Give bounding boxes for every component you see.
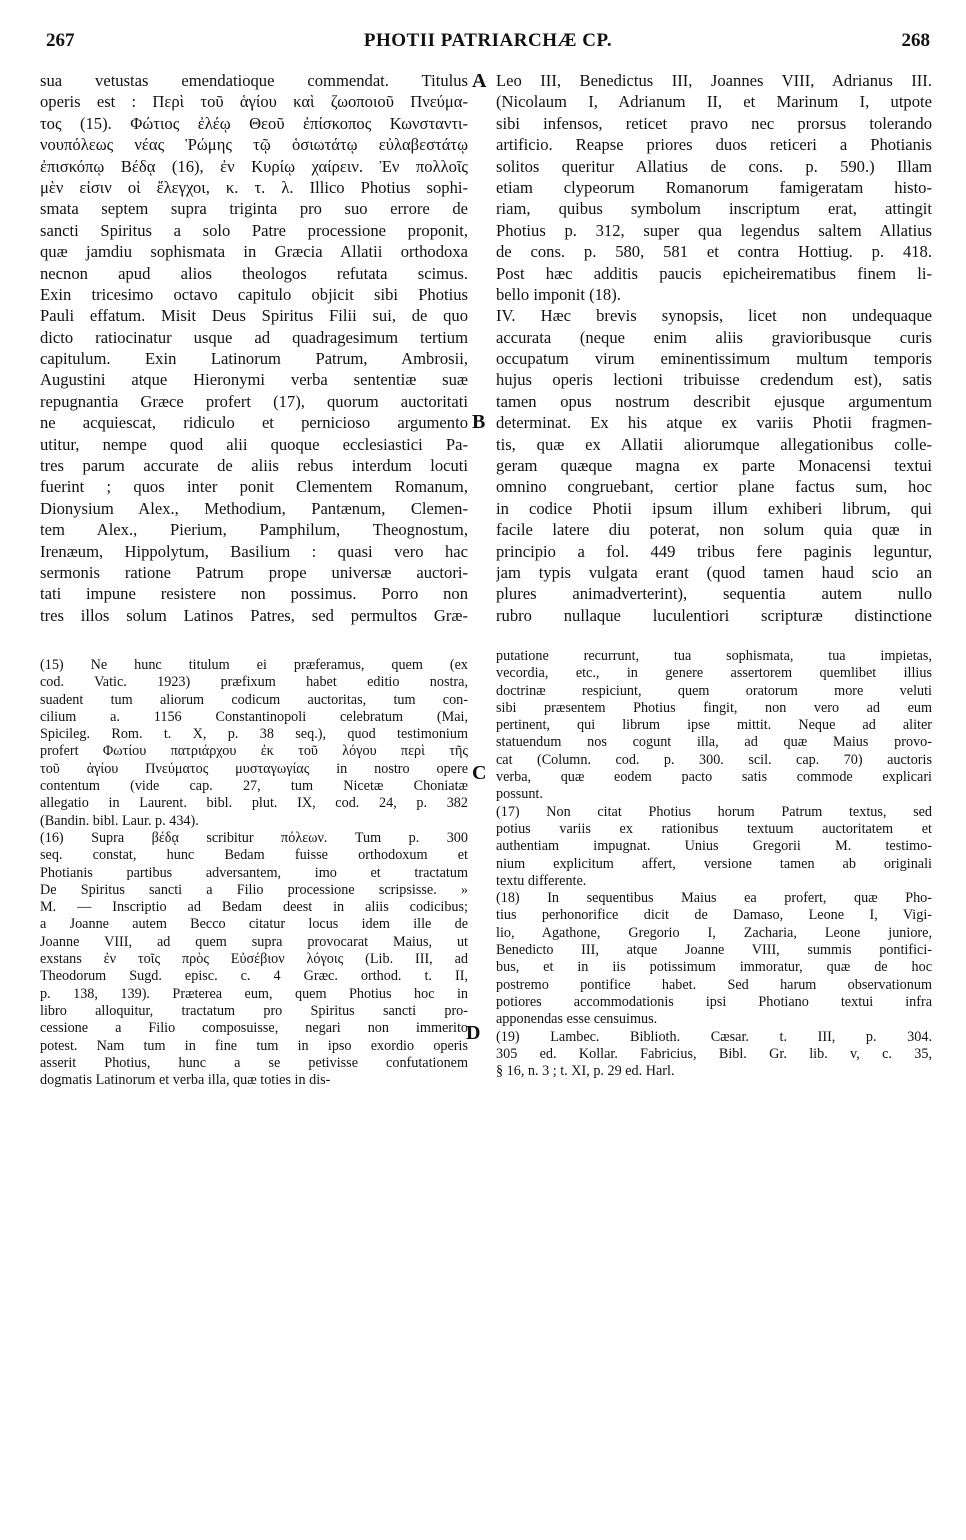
text-line: hujus operis lectioni tribuisse credendum est), satis xyxy=(496,370,932,390)
text-line: authentiam impugnat. Unius Gregorii M. testimo- xyxy=(496,838,932,855)
text-line: exstans ἐν τοῖς πρὸς Εὐσέβιον λόγοις (Lib. III, ad xyxy=(40,951,468,968)
text-line: determinat. Ex his atque ex variis Photii fragmen- xyxy=(496,413,932,433)
margin-letter-b: B xyxy=(472,411,486,433)
text-line: doctrinæ respiciunt, quem oratorum more veluti xyxy=(496,682,932,699)
text-line: νουπόλεως νέας Ῥώμης τῷ ὁσιωτάτῳ εὐλαβεστάτῳ xyxy=(40,135,468,155)
text-line: seq. constat, hunc Bedam fuisse orthodoxum et xyxy=(40,847,468,864)
text-line: IV. Hæc brevis synopsis, licet non undequaque xyxy=(496,306,932,326)
text-line: tres parum accurate de aliis rebus interdum locuti xyxy=(40,456,468,476)
text-line: bello imponit (18). xyxy=(496,284,621,304)
text-line: tati impune resistere non possimus. Porro non xyxy=(40,584,468,604)
text-line: Pauli effatum. Misit Deus Spiritus Filii sui, de quo xyxy=(40,306,468,326)
text-line: occupatum virum eminentissimum multum temporis xyxy=(496,349,932,369)
text-line: allegatio in Laurent. bibl. plut. IX, cod. 24, p. 382 xyxy=(40,795,468,812)
running-title: PHOTII PATRIARCHÆ CP. xyxy=(363,30,613,51)
text-line: libro alloquitur, tractatum pro Spiritus sancti pro- xyxy=(40,1002,468,1019)
text-line: necnon apud alios theologos refutata scimus. xyxy=(40,263,468,283)
left-column-footnotes xyxy=(40,657,468,1527)
text-line: omnino congruebant, certior plane factus sum, hoc xyxy=(496,477,932,497)
text-line: Dionysium Alex., Methodium, Pantænum, Clemen- xyxy=(40,498,468,518)
text-line: repugnantia Græce profert (17), quorum auctoritati xyxy=(40,391,468,411)
text-line: capitulum. Exin Latinorum Patrum, Ambrosii, xyxy=(40,349,468,369)
text-line: putatione recurrunt, tua sophismata, tua impietas, xyxy=(496,648,932,664)
text-line: bus, et in iis potissimum immoratur, quæ de hoc xyxy=(496,959,932,976)
text-line: cod. Vatic. 1923) præfixum habet editio nostra, xyxy=(40,674,468,691)
text-line: 305 ed. Kollar. Fabricius, Bibl. Gr. lib. v, c. 35, xyxy=(496,1045,932,1062)
left-column-text xyxy=(40,70,468,626)
page-number-right: 268 xyxy=(901,30,930,51)
text-line: M. — Inscriptio ad Bedam deest in aliis codicibus; xyxy=(40,899,468,916)
text-line: a Joanne autem Becco citatur locus idem ille de xyxy=(40,916,468,933)
text-line: tem Alex., Pierium, Pamphilum, Theognostum, xyxy=(40,520,468,540)
text-line: dicto ratiocinatur usque ad quadragesimum tertium xyxy=(40,327,468,347)
margin-letter-c: C xyxy=(472,762,487,784)
text-line: jam typis vulgata erant (quod tamen haud scio an xyxy=(496,562,932,582)
page-number-left: 267 xyxy=(46,30,75,51)
text-line: Photianis partibus adversantem, imo et tractatum xyxy=(40,864,468,881)
text-line: statuendum nos cogunt illa, ad quæ Maius provo- xyxy=(496,734,932,751)
text-line: operis est : Περὶ τοῦ ἁγίου καὶ ζωοποιοῦ Πνεύμα- xyxy=(40,92,468,112)
text-line: ἐπισκόπῳ Βέδᾳ (16), ἐν Κυρίῳ χαίρειν. Ἐν πολλοῖς xyxy=(40,156,468,176)
text-line: § 16, n. 3 ; t. XI, p. 29 ed. Harl. xyxy=(496,1063,675,1080)
text-line: solitos queritur Allatius de cons. p. 590.) Illam xyxy=(496,156,932,176)
text-line: accurata (neque enim aliis gravioribusque curis xyxy=(496,327,932,347)
text-line: (18) In sequentibus Maius ea profert, quæ Pho- xyxy=(496,890,932,907)
text-line: artificio. Reapse priores duos reticeri a Photianis xyxy=(496,135,932,155)
text-line: profert Φωτίου πατριάρχου ἐκ τοῦ λόγου περὶ τῆς xyxy=(40,743,468,760)
text-line: contentum (vide cap. 27, tum Nicetæ Choniatæ xyxy=(40,778,468,795)
text-line: Theodorum Sugd. episc. c. 4 Græc. orthod. t. II, xyxy=(40,968,468,985)
text-line: cessione a Filio composuisse, negari non immerito xyxy=(40,1020,468,1037)
text-line: Exin tricesimo octavo capitulo objicit sibi Photius xyxy=(40,284,468,304)
text-line: sibi præsentem Photius fingit, non vero ad eum xyxy=(496,699,932,716)
text-line: Joanne VIII, ad quem supra provocarat Maius, ut xyxy=(40,933,468,950)
text-line: tamen opus nostrum describit ejusque argumentum xyxy=(496,391,932,411)
text-line: verba, quæ eodem pacto satis commode explicari xyxy=(496,769,932,786)
text-line: Leo III, Benedictus III, Joannes VIII, Adrianus III. xyxy=(496,71,932,90)
text-line: cilium a. 1156 Constantinopoli celebratum (Mai, xyxy=(40,708,468,725)
text-line: in codice Photii ipsum illum exhiberi librum, qui xyxy=(496,498,932,518)
text-line: tis, quæ ex Allatii aliorumque allegationibus colle- xyxy=(496,434,932,454)
text-line: (19) Lambec. Biblioth. Cæsar. t. III, p. 304. xyxy=(496,1028,932,1045)
text-line: suadent tum aliorum codicum auctoritas, tum con- xyxy=(40,691,468,708)
text-line: sua vetustas emendatioque commendat. Titulus xyxy=(40,71,468,90)
text-line: fuerint ; quos inter ponit Clementem Romanum, xyxy=(40,477,468,497)
text-line: de cons. p. 580, 581 et contra Hottiug. p. 418. xyxy=(496,242,932,262)
text-line: Benedicto III, atque Joanne VIII, summis pontifici- xyxy=(496,942,932,959)
text-line: ne acquiescat, ridiculo et pernicioso argumento xyxy=(40,413,468,433)
text-line: Augustini atque Hieronymi verba sententiæ suæ xyxy=(40,370,468,390)
text-line: (15) Ne hunc titulum ei præferamus, quem (ex xyxy=(40,657,468,673)
text-line: (16) Supra βέδᾳ scribitur πόλεων. Tum p. 300 xyxy=(40,829,468,846)
text-line: possunt. xyxy=(496,786,543,803)
text-line: vecordia, etc., in genere assertorem quemlibet illius xyxy=(496,665,932,682)
text-line: potius variis ex rationibus textuum auctoritatem et xyxy=(496,820,932,837)
text-line: riam, quibus symbolum inscriptum erat, attingit xyxy=(496,199,932,219)
text-line: rubro nullaque luculentiori scripturæ distinctione xyxy=(496,605,932,625)
text-line: dogmatis Latinorum et verba illa, quæ toties in dis- xyxy=(40,1072,331,1089)
text-line: p. 138, 139). Præterea eum, quem Photius hoc in xyxy=(40,985,468,1002)
text-line: (Bandin. bibl. Laur. p. 434). xyxy=(40,812,199,829)
text-line: De Spiritus sancti a Filio processione scripsisse. » xyxy=(40,881,468,898)
text-line: potest. Nam tum in fine tum in ipso exordio operis xyxy=(40,1037,468,1054)
text-line: Irenæum, Hippolytum, Basilium : quasi vero hac xyxy=(40,541,468,561)
text-line: pertinent, qui librum ipse mittit. Neque ad aliter xyxy=(496,717,932,734)
text-line: lio, Agathone, Gregorio I, Zacharia, Leone juniore, xyxy=(496,924,932,941)
text-line: sancti Spiritus a solo Patre processione proponit, xyxy=(40,220,468,240)
text-line: μὲν εἰσιν οἱ ἔλεγχοι, κ. τ. λ. Illico Photius sophi- xyxy=(40,177,468,197)
text-line: nium explicitum affert, versione tamen ab originali xyxy=(496,855,932,872)
text-line: facile latere diu poterat, non solum quia quæ in xyxy=(496,520,932,540)
page-header xyxy=(46,30,930,58)
text-line: etiam clypeorum Romanorum famigeratam histo- xyxy=(496,177,932,197)
margin-letter-d: D xyxy=(466,1022,481,1044)
text-line: sibi infensos, reticet pravo nec prorsus tolerando xyxy=(496,113,932,133)
text-line: quæ jamdiu sophismata in Græcia Allatii orthodoxa xyxy=(40,242,468,262)
right-column-footnotes xyxy=(496,648,932,1528)
text-line: τος (15). Φώτιος ἐλέῳ Θεοῦ ἐπίσκοπος Κωνσταντι- xyxy=(40,113,468,133)
text-line: apponendas esse censuimus. xyxy=(496,1011,658,1028)
text-line: plures animadverterint), sequentia autem nullo xyxy=(496,584,932,604)
text-line: geram quæque magna ex parte Monacensi textui xyxy=(496,456,932,476)
text-line: tres illos solum Latinos Patres, sed permultos Græ- xyxy=(40,605,468,625)
text-line: cat (Column. cod. p. 300. scil. cap. 70) auctoris xyxy=(496,751,932,768)
text-line: sermonis ratione Patrum prope universæ auctori- xyxy=(40,562,468,582)
text-line: utitur, nempe quod alii quoque ecclesiastici Pa- xyxy=(40,434,468,454)
text-line: principio a fol. 449 tribus fere paginis leguntur, xyxy=(496,541,932,561)
text-line: (17) Non citat Photius horum Patrum textus, sed xyxy=(496,803,932,820)
text-line: tius perhonorifice dicit de Damaso, Leone I, Vigi- xyxy=(496,907,932,924)
margin-letter-a: A xyxy=(472,70,487,92)
text-line: Post hæc additis paucis epicheirematibus finem li- xyxy=(496,263,932,283)
text-line: (Nicolaum I, Adrianum II, et Marinum I, utpote xyxy=(496,92,932,112)
text-line: postremo pontifice habet. Sed harum observationum xyxy=(496,976,932,993)
text-line: textu differente. xyxy=(496,872,587,889)
text-line: τοῦ ἁγίου Πνεύματος μυσταγωγίας in nostro opere xyxy=(40,760,468,777)
text-line: asserit Photius, hunc a se petivisse confutationem xyxy=(40,1054,468,1071)
right-column-text xyxy=(496,70,932,626)
text-line: smata septem supra triginta pro suo errore de xyxy=(40,199,468,219)
text-line: Spicileg. Rom. t. X, p. 38 seq.), quod testimonium xyxy=(40,726,468,743)
text-line: Photius p. 312, super qua legendus saltem Allatius xyxy=(496,220,932,240)
text-line: potiores accommodationis ipsi Photiano textui infra xyxy=(496,993,932,1010)
